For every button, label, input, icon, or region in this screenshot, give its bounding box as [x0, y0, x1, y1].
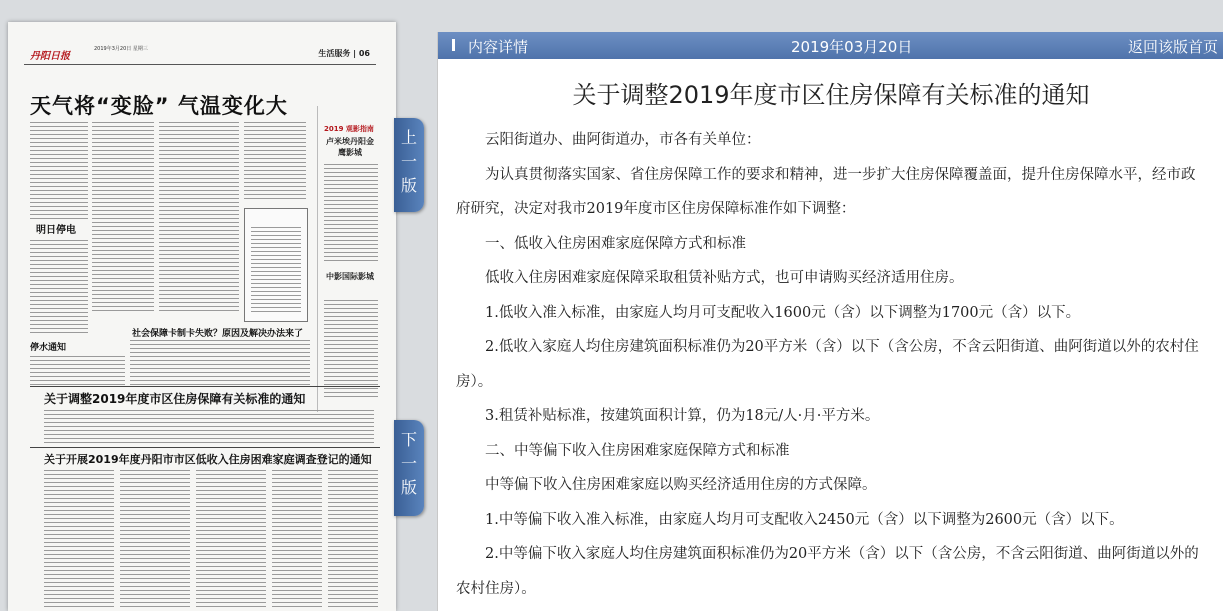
thumbnail-sidebar [317, 106, 382, 412]
content-detail-label: 内容详情 [468, 38, 529, 56]
paragraph: 2.低收入家庭人均住房建筑面积标准仍为20平方米（含）以下（含公房，不含云阳街道、曲阿街道以外的农村住房）。 [456, 339, 1199, 390]
newspaper-page-thumbnail[interactable] [8, 22, 396, 611]
paragraph: 一、低收入住房困难家庭保障方式和标准 [485, 235, 746, 252]
text-column [30, 240, 88, 336]
next-page-button[interactable]: 下 一 版 [394, 420, 424, 516]
text-column [196, 470, 266, 608]
text-column [44, 410, 374, 446]
thumbnail-heading-survey[interactable]: 关于开展2019年度丹阳市市区低收入住房困难家庭调查登记的通知 [44, 453, 372, 466]
thumbnail-heading-housing-standard[interactable]: 关于调整2019年度市区住房保障有关标准的通知 [44, 392, 306, 406]
text-column [30, 356, 125, 386]
paragraph: 1.中等偏下收入准入标准，由家庭人均月可支配收入2450元（含）以下调整为2600元（含）以下。 [485, 511, 1124, 528]
prev-page-button[interactable]: 上 一 版 [394, 118, 424, 212]
article-header-bar [438, 32, 1223, 59]
paragraph: 2.中等偏下收入家庭人均住房建筑面积标准仍为20平方米（含）以下（含公房，不含云阳街道、曲阿街道以外的农村住房）。 [456, 546, 1199, 597]
article-panel [437, 32, 1223, 611]
text-column [92, 122, 154, 312]
paragraph: 为认真贯彻落实国家、省住房保障工作的要求和精神，进一步扩大住房保障覆盖面，提升住房保障水平，经市政府研究，决定对我市2019年度市区住房保障标准作如下调整： [456, 166, 1196, 217]
paragraph: 云阳街道办、曲阿街道办，市各有关单位： [485, 132, 761, 148]
text-column [130, 340, 310, 388]
issue-date: 2019年03月20日 [791, 38, 913, 56]
paragraph: 1.低收入准入标准，由家庭人均月可支配收入1600元（含）以下调整为1700元（含）以下。 [485, 304, 1081, 321]
thumbnail-headline[interactable]: 天气将“变脸” 气温变化大 [30, 94, 288, 118]
paragraph: 中等偏下收入住房困难家庭以购买经济适用住房的方式保障。 [485, 477, 877, 493]
text-column [159, 122, 239, 312]
divider [30, 447, 380, 448]
text-column [272, 470, 322, 608]
thumbnail-heading-power-outage[interactable]: 明日停电 [36, 225, 76, 236]
article-title: 关于调整2019年度市区住房保障有关标准的通知 [572, 81, 1090, 109]
sidebar-title-2[interactable]: 中影国际影城 [326, 272, 374, 281]
text-column [328, 470, 378, 608]
paragraph: 二、中等偏下收入住房困难家庭保障方式和标准 [485, 442, 790, 459]
sidebar-tag: 2019 观影指南 [324, 125, 374, 133]
text-column [44, 470, 114, 608]
thumbnail-heading-social-card[interactable]: 社会保障卡制卡失败？原因及解决办法来了 [132, 329, 304, 339]
article-body [456, 123, 1200, 606]
thumbnail-info-box [244, 208, 308, 322]
masthead-date: 2019年3月20日 星期三 [94, 46, 148, 52]
paragraph: 低收入住房困难家庭保障采取租赁补贴方式，也可申请购买经济适用住房。 [485, 270, 964, 286]
section-label: 生活服务 | 06 [318, 49, 370, 58]
sidebar-title-1[interactable]: 卢米埃丹阳金鹰影城 [326, 137, 374, 157]
bar-marker-icon [452, 39, 455, 51]
back-to-page-link[interactable]: 返回该版首页 [1127, 38, 1218, 56]
text-column [244, 122, 306, 202]
newspaper-page [24, 44, 384, 611]
paragraph: 3.租赁补贴标准，按建筑面积计算，仍为18元/人·月·平方米。 [485, 408, 880, 424]
divider [30, 386, 380, 387]
newspaper-logo: 丹阳日报 [30, 51, 70, 62]
newspaper-masthead [24, 44, 376, 65]
text-column [30, 122, 88, 222]
text-column [120, 470, 190, 608]
thumbnail-heading-water-outage[interactable]: 停水通知 [30, 343, 67, 353]
